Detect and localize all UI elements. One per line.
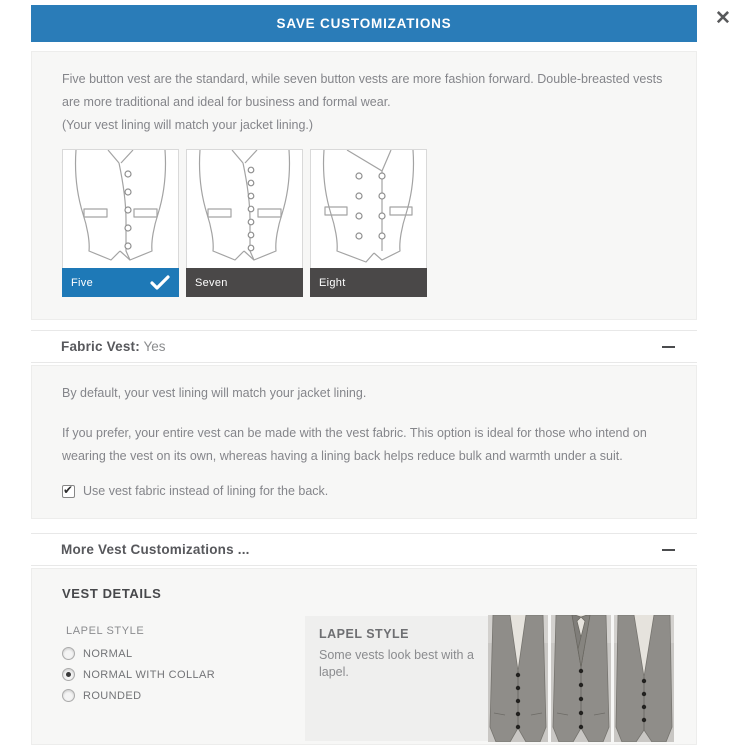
vest-style-label: Seven — [195, 276, 228, 289]
vest-lapel-normal-photo — [488, 615, 548, 742]
selected-checkmark-icon — [150, 275, 170, 290]
vest-fabric-back-checkbox[interactable] — [62, 482, 75, 498]
fabric-vest-title: Fabric Vest: — [61, 339, 140, 354]
vest-lapel-collar-photo — [551, 615, 611, 742]
vest-style-cards — [62, 149, 427, 297]
vest-style-label-bar — [62, 268, 179, 297]
save-customizations-button[interactable]: SAVE CUSTOMIZATIONS — [31, 5, 697, 42]
five-button-vest-drawing — [62, 149, 179, 268]
fabric-vest-section-header[interactable] — [31, 330, 697, 363]
fabric-vest-section — [31, 365, 697, 519]
vest-fabric-back-checkbox-row[interactable] — [62, 484, 696, 498]
vest-details-section — [31, 568, 697, 745]
vest-style-option-eight[interactable] — [310, 149, 427, 297]
vest-lapel-rounded-photo — [614, 615, 674, 742]
lapel-style-info-panel — [305, 616, 488, 741]
radio-label: NORMAL — [83, 647, 133, 660]
vest-style-label-bar — [310, 268, 427, 297]
vest-details-heading: VEST DETAILS — [62, 586, 162, 601]
radio-button[interactable] — [62, 647, 75, 660]
radio-button[interactable] — [62, 689, 75, 702]
checkbox-tick-icon: ✔ — [63, 482, 74, 497]
fabric-vest-paragraph-1: By default, your vest lining will match your jacket lining. — [62, 386, 367, 400]
radio-label: NORMAL WITH COLLAR — [83, 668, 216, 681]
close-icon[interactable]: ✕ — [715, 8, 731, 29]
eight-button-vest-drawing — [310, 149, 427, 268]
fabric-vest-paragraph-2: If you prefer, your entire vest can be made with the vest fabric. This option is ideal for those who intend on wearing the vest on its own, whereas having a lining back helps reduce bulk and warmth under a suit. — [62, 426, 647, 463]
intro-paragraph: Five button vest are the standard, while seven button vests are more fashion forward. Double-breasted vests are more traditional and ideal for business and formal wear. — [62, 72, 663, 109]
vest-style-label-bar — [186, 268, 303, 297]
radio-dot — [66, 672, 71, 677]
collapse-minus-icon[interactable] — [662, 346, 675, 348]
vest-style-label: Five — [71, 276, 93, 289]
radio-button[interactable] — [62, 668, 75, 681]
vest-button-style-section — [31, 51, 697, 320]
vest-style-label: Eight — [319, 276, 346, 289]
lining-note: (Your vest lining will match your jacket lining.) — [62, 118, 314, 132]
lapel-style-photos — [488, 615, 674, 742]
lapel-info-text: Some vests look best with a lapel. — [319, 648, 474, 679]
vest-style-option-seven[interactable] — [186, 149, 303, 297]
radio-label: ROUNDED — [83, 689, 142, 702]
lapel-style-group-label: LAPEL STYLE — [66, 625, 145, 637]
checkbox-label: Use vest fabric instead of lining for the back. — [83, 484, 329, 498]
vest-style-option-five[interactable] — [62, 149, 179, 297]
more-customizations-section-header[interactable] — [31, 533, 697, 566]
more-customizations-title: More Vest Customizations ... — [61, 542, 250, 557]
seven-button-vest-drawing — [186, 149, 303, 268]
collapse-minus-icon[interactable] — [662, 549, 675, 551]
fabric-vest-value-text: Yes — [143, 339, 166, 354]
lapel-info-title: LAPEL STYLE — [319, 627, 410, 641]
